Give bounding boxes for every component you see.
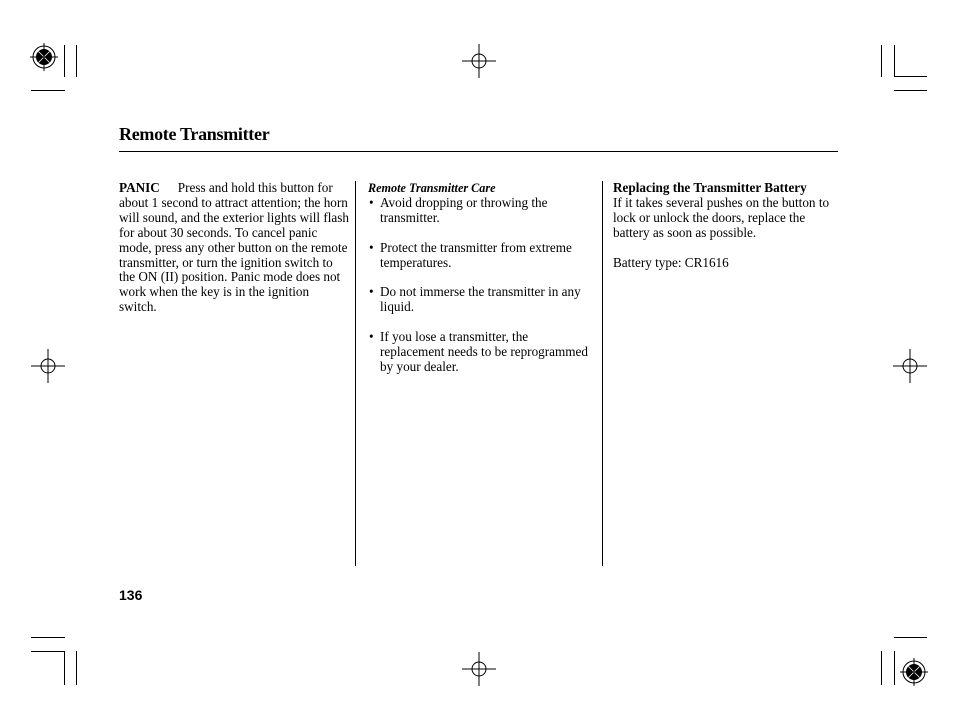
care-section xyxy=(368,181,594,390)
list-item: • Do not immerse the transmitter in any liquid. xyxy=(368,285,594,315)
column-divider xyxy=(602,181,603,566)
list-item: • If you lose a transmitter, the replacement needs to be reprogrammed by your dealer. xyxy=(368,330,594,375)
registration-target-icon xyxy=(898,656,930,688)
page-title: Remote Transmitter xyxy=(119,124,270,144)
crosshair-icon xyxy=(893,349,927,383)
crosshair-icon xyxy=(31,349,65,383)
battery-section xyxy=(613,181,839,285)
registration-target-icon xyxy=(28,40,68,80)
crosshair-icon xyxy=(462,652,496,686)
battery-type: Battery type: CR1616 xyxy=(613,254,729,270)
column-divider xyxy=(355,181,356,566)
care-heading: Remote Transmitter Care xyxy=(368,181,496,195)
panic-text: Press and hold this button for about 1 second to attract attention; the horn will sound, and the exterior lights will flash for about 30 seconds. To cancel panic mode, press any other button on the remote transmitter, or turn the ignition switch to the ON (II) position. Panic mode does not work when the key is in the ignition switch. xyxy=(119,180,350,315)
panic-section xyxy=(119,181,349,315)
battery-heading: Replacing the Transmitter Battery xyxy=(613,180,807,195)
list-item: • Protect the transmitter from extreme temperatures. xyxy=(368,241,594,271)
battery-text: If it takes several pushes on the button to lock or unlock the doors, replace the battery as soon as possible. xyxy=(613,194,830,240)
panic-label: PANIC xyxy=(119,180,160,195)
crosshair-icon xyxy=(462,44,496,78)
care-list xyxy=(368,196,594,375)
list-item: • Avoid dropping or throwing the transmitter. xyxy=(368,196,594,226)
page-number: 136 xyxy=(119,587,143,603)
title-rule xyxy=(119,151,838,152)
